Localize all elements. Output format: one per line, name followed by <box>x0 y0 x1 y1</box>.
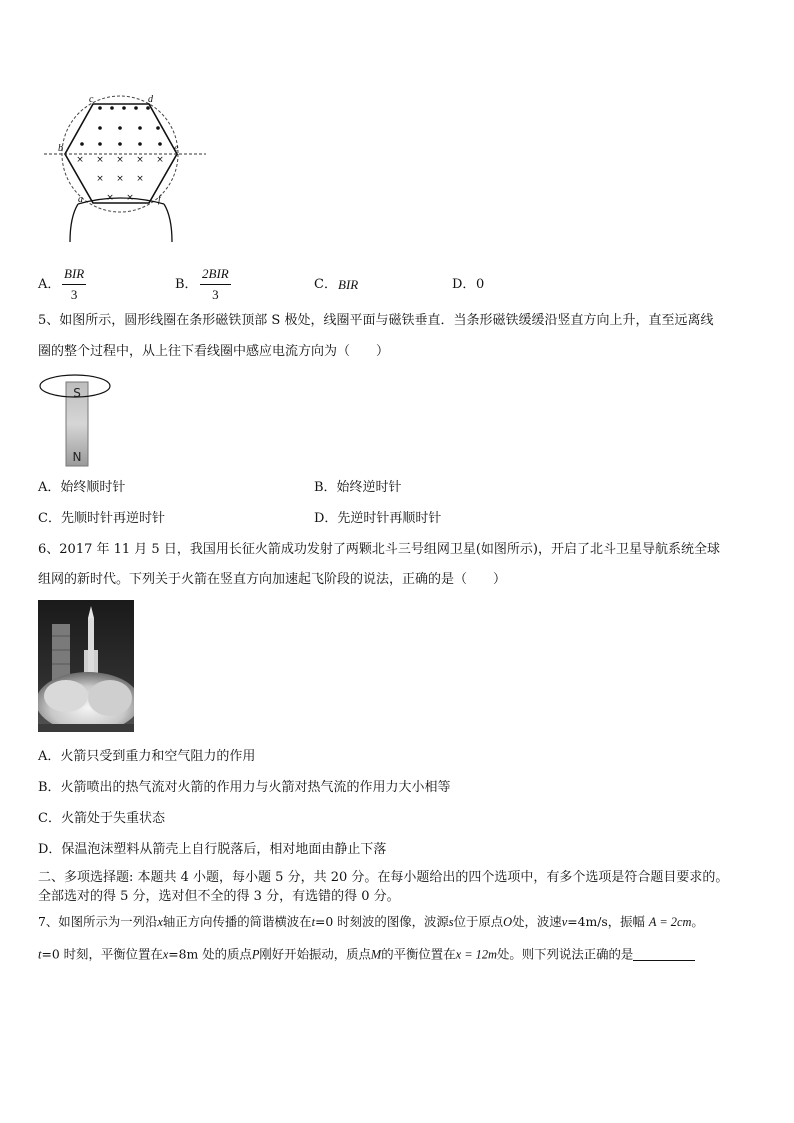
q7-var-M: M <box>370 947 382 962</box>
magnet-n-pole: N <box>72 450 82 464</box>
label-f: f <box>158 194 161 205</box>
answer-blank <box>633 948 695 961</box>
q6-option-a: A．火箭只受到重力和空气阻力的作用 <box>38 749 256 764</box>
q4-option-a-numerator: BIR <box>62 266 86 285</box>
q4-option-a-denominator: 3 <box>70 287 78 302</box>
q5-stem-line2: 圈的整个过程中，从上往下看线圈中感应电流方向为（ ） <box>38 344 390 359</box>
svg-text:×: × <box>116 155 124 165</box>
q5-option-a: A．始终顺时针 <box>38 480 126 495</box>
q4-option-b-fraction <box>200 266 231 303</box>
label-e: e <box>174 143 179 154</box>
svg-text:×: × <box>136 174 144 184</box>
q4-option-b-denominator: 3 <box>212 287 219 302</box>
field-dots <box>80 106 162 146</box>
svg-text:×: × <box>156 155 164 165</box>
q4-option-c-label: C． <box>314 277 337 292</box>
q5-option-d: D．先逆时针再顺时针 <box>314 511 442 526</box>
q5-option-b: B．始终逆时针 <box>314 480 402 495</box>
q7-position-m: x = 12m <box>455 947 497 962</box>
left-lead-wire <box>70 204 78 242</box>
q7-var-t: t <box>311 915 316 929</box>
q6-option-c: C．火箭处于失重状态 <box>38 811 165 826</box>
q4-option-a-fraction <box>62 266 86 303</box>
q6-stem-line1: 6、2017 年 11 月 5 日，我国用长征火箭成功发射了两颗北斗三号组网卫星(如图所示)，开启了北斗卫星导航系统全球 <box>38 542 720 557</box>
q7-var-P: P <box>251 947 260 962</box>
q7-line1-part5: 处，波速 <box>512 914 562 929</box>
svg-text:×: × <box>76 155 84 165</box>
label-c: c <box>89 94 94 105</box>
q7-line2-part5: 处。则下列说法正确的是 <box>497 946 634 962</box>
svg-text:×: × <box>96 155 104 165</box>
q7-var-v: v <box>561 915 568 929</box>
q4-option-b-numerator: 2BIR <box>200 266 231 285</box>
q7-line1-part3: =0 时刻波的图像，波源 <box>315 914 449 929</box>
q7-stem-line2 <box>38 948 695 961</box>
right-lead-wire <box>164 204 172 242</box>
q4-option-d-label: D． <box>452 277 476 292</box>
q7-line1-part2: 轴正方向传播的简谐横波在 <box>162 914 312 929</box>
svg-text:×: × <box>126 193 134 203</box>
label-d: d <box>148 94 153 105</box>
q6-option-b: B．火箭喷出的热气流对火箭的作用力与火箭对热气流的作用力大小相等 <box>38 780 451 795</box>
section2-heading-line2: 全部选对的得 5 分，选对但不全的得 3 分，有选错的得 0 分。 <box>38 889 400 904</box>
q6-stem-line2: 组网的新时代。下列关于火箭在竖直方向加速起飞阶段的说法，正确的是（ ） <box>38 572 507 587</box>
q7-var-s: s <box>448 915 454 929</box>
q5-stem-line1: 5、如图所示，圆形线圈在条形磁铁顶部 S 极处，线圈平面与磁铁垂直．当条形磁铁缓缓沿竖直方向上升，直至远离线 <box>38 313 714 328</box>
q7-line1-part1: 7、如图所示为一列沿 <box>38 914 158 929</box>
q7-line1-part6: =4m/s，振幅 <box>567 914 645 929</box>
q7-line2-var-x: x <box>162 947 169 962</box>
magnet-s-pole: S <box>73 386 81 400</box>
q7-line2-part2: =8m 处的质点 <box>168 946 252 962</box>
label-b: b <box>58 143 63 154</box>
q7-line2-var-t: t <box>38 947 42 962</box>
q5-option-c: C．先顺时针再逆时针 <box>38 511 165 526</box>
rocket-launch-photo <box>38 600 134 732</box>
svg-text:×: × <box>136 155 144 165</box>
q7-line1-end: 。 <box>691 914 704 929</box>
svg-text:×: × <box>106 193 114 203</box>
svg-text:×: × <box>96 174 104 184</box>
q4-option-d-text: 0 <box>476 277 485 292</box>
q4-option-a-label: A． <box>38 277 61 292</box>
q7-line2-part3: 刚好开始振动，质点 <box>259 946 371 962</box>
section2-heading-line1: 二、多项选择题: 本题共 4 小题，每小题 5 分，共 20 分。在每小题给出的四个选项中，有多个选项是符合题目要求的。 <box>38 870 729 885</box>
q4-option-c-text: BIR <box>338 277 359 292</box>
coil-magnet-diagram <box>38 372 114 468</box>
q7-var-O: O <box>503 915 513 929</box>
hexagon-field-diagram <box>40 92 210 252</box>
q6-option-d: D．保温泡沫塑料从箭壳上自行脱落后，相对地面由静止下落 <box>38 842 387 857</box>
q7-line2-part4: 的平衡位置在 <box>381 946 456 962</box>
q7-line1-part4: 位于原点 <box>453 914 504 929</box>
q7-stem-line1 <box>38 916 704 928</box>
q7-line2-part1: =0 时刻，平衡位置在 <box>41 946 163 962</box>
q7-var-x: x <box>157 915 163 929</box>
svg-text:×: × <box>116 174 124 184</box>
q7-amplitude: A = 2cm <box>648 915 692 929</box>
q4-option-b-label: B． <box>175 277 198 292</box>
label-a: a <box>78 194 83 205</box>
